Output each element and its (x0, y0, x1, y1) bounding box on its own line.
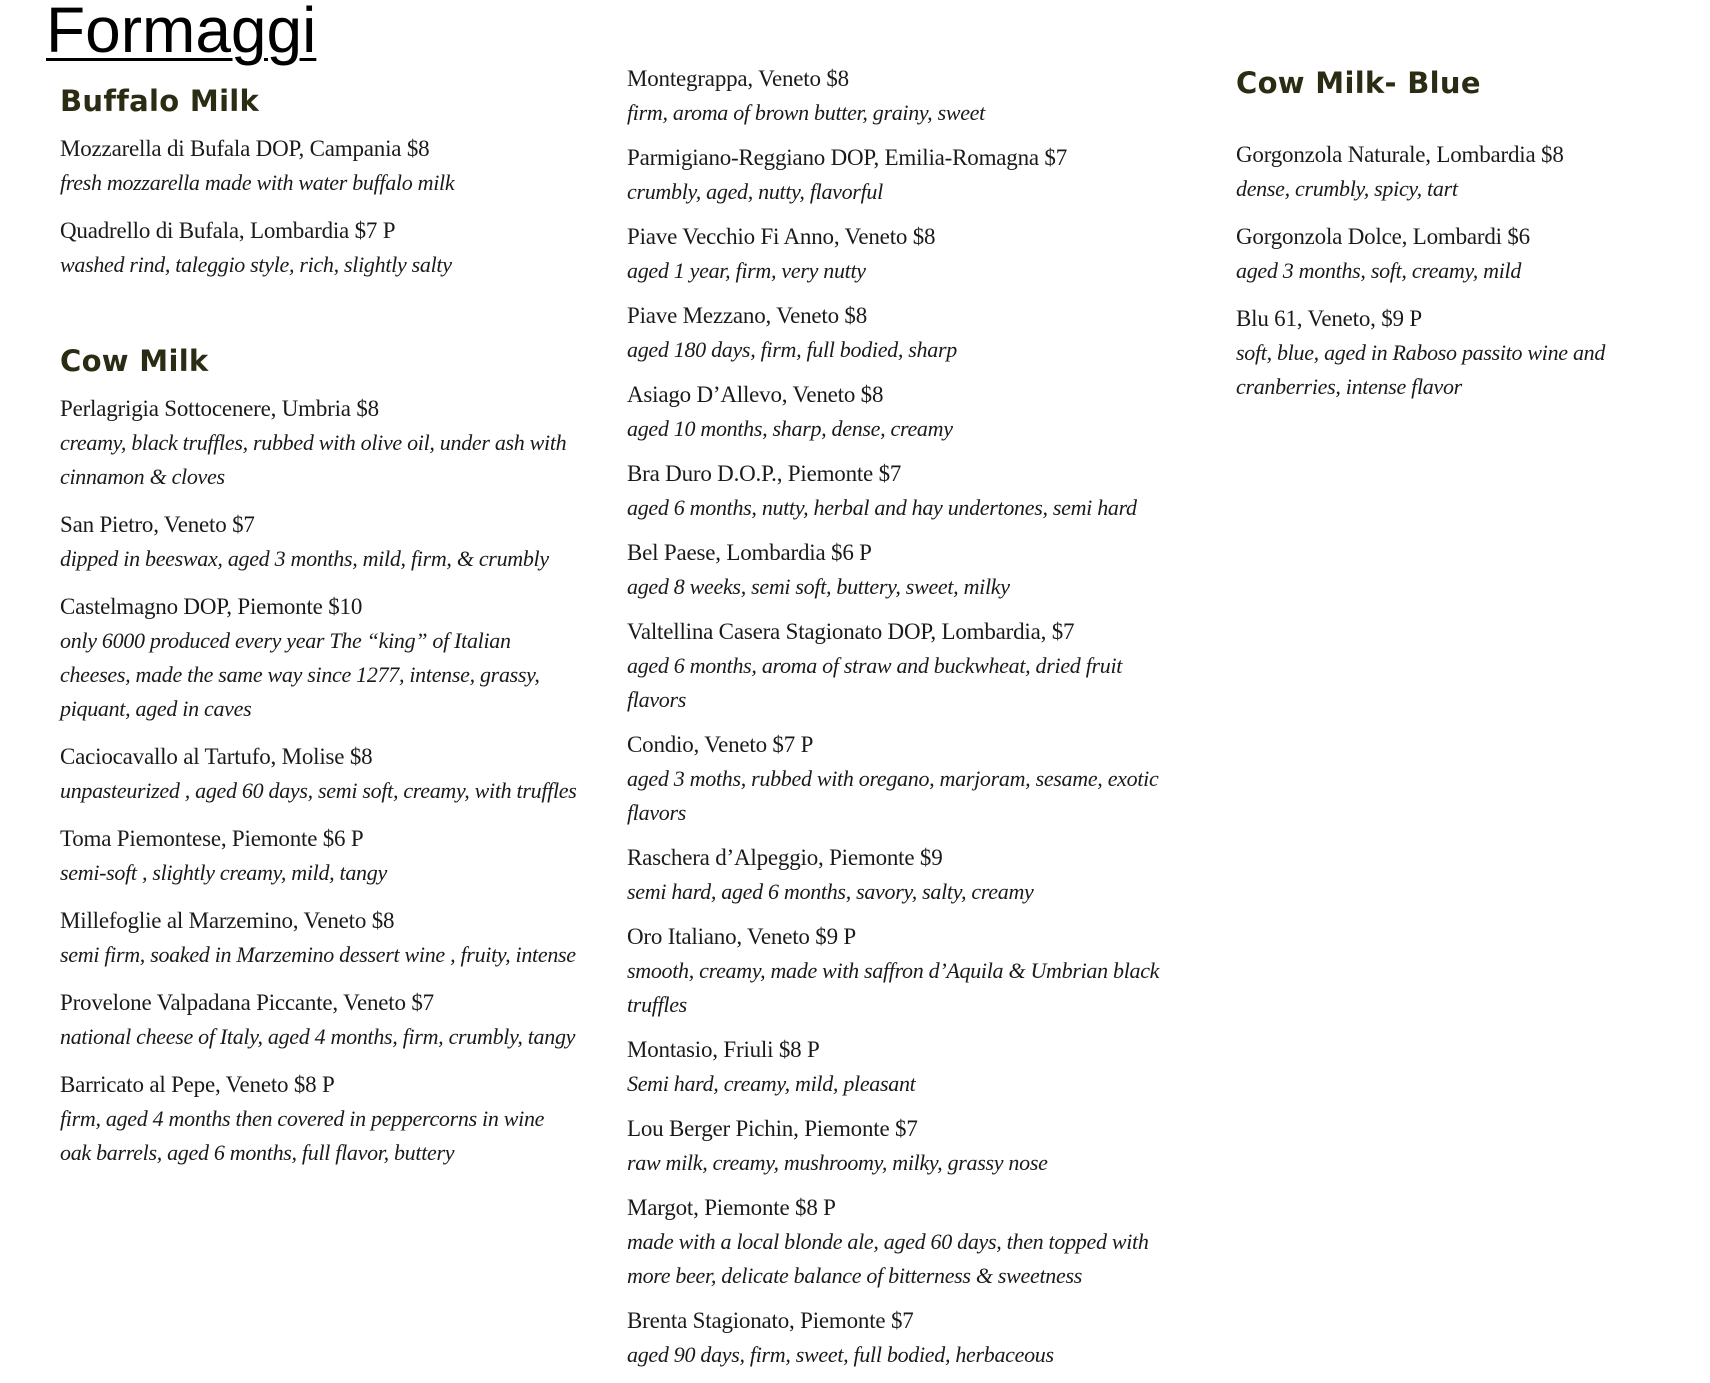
menu-item (60, 590, 600, 726)
menu-item (627, 841, 1197, 909)
cheese-name: Montasio, Friuli $8 P (627, 1037, 820, 1062)
cheese-name: Mozzarella di Bufala DOP, Campania $8 (60, 136, 430, 161)
cheese-name: Blu 61, Veneto, $9 P (1236, 306, 1422, 331)
menu-item (627, 299, 1197, 367)
cheese-description: semi hard, aged 6 months, savory, salty, creamy (627, 879, 1034, 904)
cheese-description: Semi hard, creamy, mild, pleasant (627, 1071, 916, 1096)
cheese-name: Millefoglie al Marzemino, Veneto $8 (60, 908, 395, 933)
menu-item (627, 220, 1197, 288)
cheese-description: firm, aroma of brown butter, grainy, sweet (627, 100, 985, 125)
cheese-description: dipped in beeswax, aged 3 months, mild, firm, & crumbly (60, 546, 549, 571)
menu-item (60, 822, 600, 890)
menu-item (60, 904, 600, 972)
cheese-description: aged 8 weeks, semi soft, buttery, sweet, milky (627, 574, 1010, 599)
cheese-description: semi-soft , slightly creamy, mild, tangy (60, 860, 387, 885)
cheese-name: Gorgonzola Naturale, Lombardia $8 (1236, 142, 1564, 167)
cheese-name: Provelone Valpadana Piccante, Veneto $7 (60, 990, 434, 1015)
menu-item (627, 920, 1197, 1022)
menu-item (60, 986, 600, 1054)
menu-item (627, 1304, 1197, 1372)
cheese-name: Valtellina Casera Stagionato DOP, Lombardia, $7 (627, 619, 1075, 644)
cheese-description: semi firm, soaked in Marzemino dessert wine , fruity, intense (60, 942, 576, 967)
cheese-description: aged 180 days, firm, full bodied, sharp (627, 337, 957, 362)
cheese-name: Oro Italiano, Veneto $9 P (627, 924, 857, 949)
cheese-description: washed rind, taleggio style, rich, slightly salty (60, 252, 452, 277)
cheese-description: smooth, creamy, made with saffron d’Aquila & Umbrian black truffles (627, 958, 1160, 1017)
cheese-name: Gorgonzola Dolce, Lombardi $6 (1236, 224, 1530, 249)
section-heading-cow-milk: Cow Milk (60, 344, 209, 378)
cheese-description: raw milk, creamy, mushroomy, milky, grassy nose (627, 1150, 1048, 1175)
cheese-name: Caciocavallo al Tartufo, Molise $8 (60, 744, 373, 769)
cheese-description: made with a local blonde ale, aged 60 days, then topped with more beer, delicate balance of bitterness & sweetness (627, 1229, 1149, 1288)
menu-item (627, 457, 1197, 525)
cheese-description: creamy, black truffles, rubbed with olive oil, under ash with cinnamon & cloves (60, 430, 567, 489)
menu-item (627, 62, 1197, 130)
cheese-name: Bra Duro D.O.P., Piemonte $7 (627, 461, 902, 486)
cheese-description: aged 10 months, sharp, dense, creamy (627, 416, 953, 441)
cheese-name: Barricato al Pepe, Veneto $8 P (60, 1072, 335, 1097)
menu-item (627, 1033, 1197, 1101)
cheese-name: Bel Paese, Lombardia $6 P (627, 540, 872, 565)
section-heading-buffalo-milk: Buffalo Milk (60, 84, 260, 118)
cheese-name: Brenta Stagionato, Piemonte $7 (627, 1308, 914, 1333)
cheese-description: aged 3 months, soft, creamy, mild (1236, 258, 1522, 283)
cheese-description: only 6000 produced every year The “king” of Italian cheeses, made the same way since 1277, intense, grassy, piquant, aged in caves (60, 628, 540, 721)
cheese-name: Montegrappa, Veneto $8 (627, 66, 849, 91)
cheese-description: firm, aged 4 months then covered in peppercorns in wine oak barrels, aged 6 months, full flavor, buttery (60, 1106, 545, 1165)
cheese-name: Condio, Veneto $7 P (627, 732, 814, 757)
cheese-name: Asiago D’Allevo, Veneto $8 (627, 382, 884, 407)
menu-item (627, 141, 1197, 209)
menu-item (627, 1112, 1197, 1180)
menu-column-2 (627, 62, 1197, 1383)
menu-item (627, 536, 1197, 604)
cheese-name: Piave Mezzano, Veneto $8 (627, 303, 868, 328)
menu-item (1236, 302, 1706, 404)
menu-item (627, 1191, 1197, 1293)
cheese-description: fresh mozzarella made with water buffalo milk (60, 170, 455, 195)
cheese-name: Raschera d’Alpeggio, Piemonte $9 (627, 845, 943, 870)
page-title: Formaggi (46, 0, 317, 66)
menu-item (60, 132, 600, 200)
menu-item (627, 728, 1197, 830)
menu-column-3 (1236, 66, 1706, 418)
cheese-name: Perlagrigia Sottocenere, Umbria $8 (60, 396, 379, 421)
menu-item (1236, 220, 1706, 288)
menu-item (60, 1068, 600, 1170)
cheese-description: soft, blue, aged in Raboso passito wine and cranberries, intense flavor (1236, 340, 1606, 399)
menu-item (60, 392, 600, 494)
menu-column-1 (60, 84, 600, 1184)
cheese-description: dense, crumbly, spicy, tart (1236, 176, 1458, 201)
menu-item (60, 740, 600, 808)
menu-item (627, 378, 1197, 446)
cheese-name: Piave Vecchio Fi Anno, Veneto $8 (627, 224, 936, 249)
menu-item (60, 214, 600, 282)
menu-item (1236, 138, 1706, 206)
cheese-name: Parmigiano-Reggiano DOP, Emilia-Romagna $7 (627, 145, 1068, 170)
cheese-name: Toma Piemontese, Piemonte $6 P (60, 826, 364, 851)
menu-item (60, 508, 600, 576)
cheese-description: aged 1 year, firm, very nutty (627, 258, 866, 283)
cheese-name: Quadrello di Bufala, Lombardia $7 P (60, 218, 396, 243)
cheese-description: national cheese of Italy, aged 4 months, firm, crumbly, tangy (60, 1024, 576, 1049)
cheese-name: Margot, Piemonte $8 P (627, 1195, 836, 1220)
cheese-description: unpasteurized , aged 60 days, semi soft, creamy, with truffles (60, 778, 577, 803)
cheese-description: aged 3 moths, rubbed with oregano, marjoram, sesame, exotic flavors (627, 766, 1159, 825)
cheese-description: aged 6 months, aroma of straw and buckwheat, dried fruit flavors (627, 653, 1123, 712)
cheese-description: aged 90 days, firm, sweet, full bodied, herbaceous (627, 1342, 1054, 1367)
cheese-name: Castelmagno DOP, Piemonte $10 (60, 594, 363, 619)
menu-item (627, 615, 1197, 717)
section-heading-cow-milk-blue: Cow Milk- Blue (1236, 66, 1481, 100)
cheese-name: Lou Berger Pichin, Piemonte $7 (627, 1116, 918, 1141)
cheese-description: crumbly, aged, nutty, flavorful (627, 179, 883, 204)
cheese-description: aged 6 months, nutty, herbal and hay undertones, semi hard (627, 495, 1137, 520)
cheese-name: San Pietro, Veneto $7 (60, 512, 255, 537)
